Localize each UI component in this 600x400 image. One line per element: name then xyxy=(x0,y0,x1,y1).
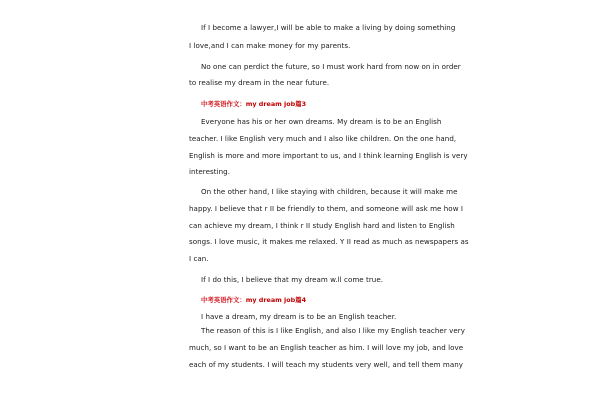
text-line: to realise my dream in the near future. xyxy=(189,78,330,87)
text-line: No one can perdict the future, so I must work hard from now on in order xyxy=(201,62,461,71)
heading-title: my dream job篇3 xyxy=(245,100,307,108)
text-line: English is more and more important to us, and I think learning English is very xyxy=(189,151,468,160)
text-line: teacher. I like English very much and I also like children. On the one hand, xyxy=(189,134,457,143)
heading-title: my dream job篇4 xyxy=(245,296,307,304)
section-heading-4 xyxy=(201,295,306,305)
text-line: interesting. xyxy=(189,167,231,176)
text-line: If I do this, I believe that my dream w.ll come true. xyxy=(201,275,384,284)
text-line: songs. I love music, it makes me relaxed. Y II read as much as newspapers as xyxy=(189,237,469,246)
text-line: On the other hand, I like staying with children, because it will make me xyxy=(201,187,458,196)
text-line: each of my students. I will teach my students very well, and tell them many xyxy=(189,360,464,369)
text-line: can achieve my dream, I think r II study English hard and listen to English xyxy=(189,221,455,230)
text-line: happy. I believe that r II be friendly to them, and someone will ask me how I xyxy=(189,204,463,213)
heading-prefix: 中考英语作文： xyxy=(201,296,246,304)
section-heading-3 xyxy=(201,99,306,109)
text-line: I have a dream, my dream is to be an English teacher. xyxy=(201,312,397,321)
text-line: I can. xyxy=(189,254,209,263)
text-line: If I become a lawyer,I will be able to make a living by doing something xyxy=(201,23,456,32)
text-line: The reason of this is I like English, and also I like my English teacher very xyxy=(201,326,465,335)
text-line: Everyone has his or her own dreams. My dream is to be an English xyxy=(201,117,442,126)
text-line: I love,and I can make money for my parents. xyxy=(189,41,351,50)
heading-prefix: 中考英语作文： xyxy=(201,100,246,108)
text-line: much, so I want to be an English teacher as him. I will love my job, and love xyxy=(189,343,464,352)
